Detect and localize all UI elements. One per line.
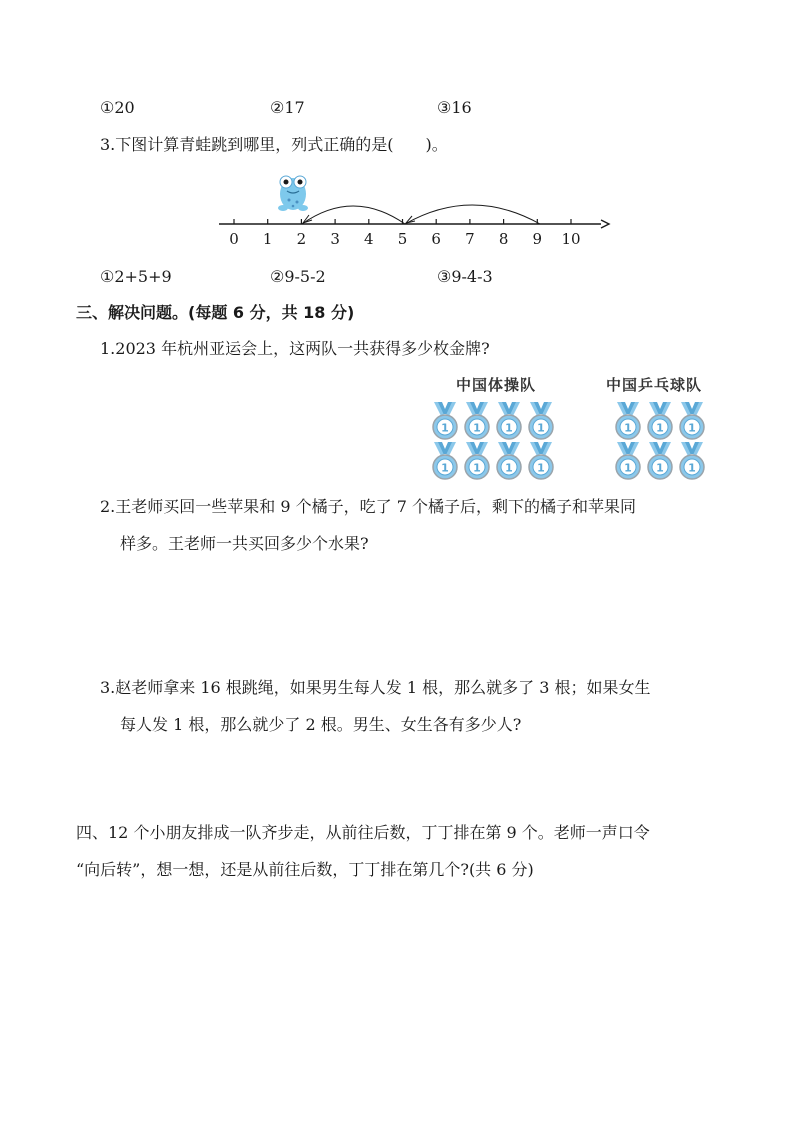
number-line-diagram xyxy=(205,168,615,248)
gold-medal-icon xyxy=(677,402,707,440)
section3-heading: 三、解决问题。(每题 6 分，共 18 分) xyxy=(76,303,355,322)
axis-arrow xyxy=(601,220,609,228)
gold-medal-icon xyxy=(677,442,707,480)
arc-arrowhead-2 xyxy=(303,215,312,223)
gold-medal-icon xyxy=(613,442,643,480)
svg-text:1: 1 xyxy=(473,461,481,475)
gold-medal-icon xyxy=(613,402,643,440)
problem1-text: 1.2023 年杭州亚运会上，这两队一共获得多少枚金牌? xyxy=(100,339,490,358)
svg-text:1: 1 xyxy=(505,421,513,435)
tick-label: 3 xyxy=(330,230,340,248)
svg-text:1: 1 xyxy=(505,461,513,475)
problem3-line1: 3.赵老师拿来 16 根跳绳，如果男生每人发 1 根，那么就多了 3 根；如果女生 xyxy=(100,678,651,697)
svg-text:1: 1 xyxy=(624,421,632,435)
tick-label: 10 xyxy=(561,230,581,248)
gold-medal-icon xyxy=(430,402,460,440)
section4-line1: 四、12 个小朋友排成一队齐步走，从前往后数，丁丁排在第 9 个。老师一声口令 xyxy=(76,823,650,842)
svg-text:1: 1 xyxy=(441,461,449,475)
svg-text:1: 1 xyxy=(656,461,664,475)
gold-medal-icon xyxy=(494,442,524,480)
gold-medal-icon xyxy=(526,442,556,480)
q3-option-1: ①2+5+9 xyxy=(100,267,172,286)
jump-arc-9-to-5 xyxy=(405,205,540,224)
gold-medal-icon xyxy=(645,402,675,440)
section4-line2: “向后转”，想一想，还是从前往后数，丁丁排在第几个?(共 6 分) xyxy=(76,860,534,879)
gold-medal-icon xyxy=(462,402,492,440)
tick-label: 0 xyxy=(229,230,239,248)
gold-medal-icon xyxy=(430,442,460,480)
q2-option-1: ①20 xyxy=(100,98,135,117)
q3-option-3: ③9-4-3 xyxy=(437,267,493,286)
tick-label: 1 xyxy=(262,230,273,248)
tick-label: 6 xyxy=(431,230,441,248)
q2-option-3: ③16 xyxy=(437,98,472,117)
tick-label: 8 xyxy=(498,230,509,248)
tick-label: 7 xyxy=(465,230,475,248)
problem2-line2: 样多。王老师一共买回多少个水果? xyxy=(120,534,369,553)
problem3-line2: 每人发 1 根，那么就少了 2 根。男生、女生各有多少人? xyxy=(120,715,522,734)
problem2-line1: 2.王老师买回一些苹果和 9 个橘子，吃了 7 个橘子后，剩下的橘子和苹果同 xyxy=(100,497,636,516)
svg-text:1: 1 xyxy=(624,461,632,475)
tick-label: 2 xyxy=(296,230,307,248)
tick-label: 5 xyxy=(397,230,408,248)
gold-medal-icon xyxy=(526,402,556,440)
svg-text:1: 1 xyxy=(473,421,481,435)
gold-medal-icon xyxy=(645,442,675,480)
gold-medal-icon xyxy=(462,442,492,480)
svg-text:1: 1 xyxy=(688,461,696,475)
frog-icon xyxy=(278,176,308,211)
gold-medal-icon xyxy=(494,402,524,440)
svg-text:1: 1 xyxy=(441,421,449,435)
team2-title: 中国乒乓球队 xyxy=(606,376,703,394)
svg-text:1: 1 xyxy=(656,421,664,435)
q2-option-2: ②17 xyxy=(270,98,305,117)
svg-text:1: 1 xyxy=(537,461,545,475)
jump-arc-5-to-2 xyxy=(302,206,405,224)
q3-option-2: ②9-5-2 xyxy=(270,267,326,286)
team1-title: 中国体操队 xyxy=(456,376,537,394)
q3-stem: 3.下图计算青蛙跳到哪里，列式正确的是( )。 xyxy=(100,135,448,154)
svg-text:1: 1 xyxy=(537,421,545,435)
tick-label: 9 xyxy=(532,230,543,248)
svg-text:1: 1 xyxy=(688,421,696,435)
tick-label: 4 xyxy=(364,230,374,248)
